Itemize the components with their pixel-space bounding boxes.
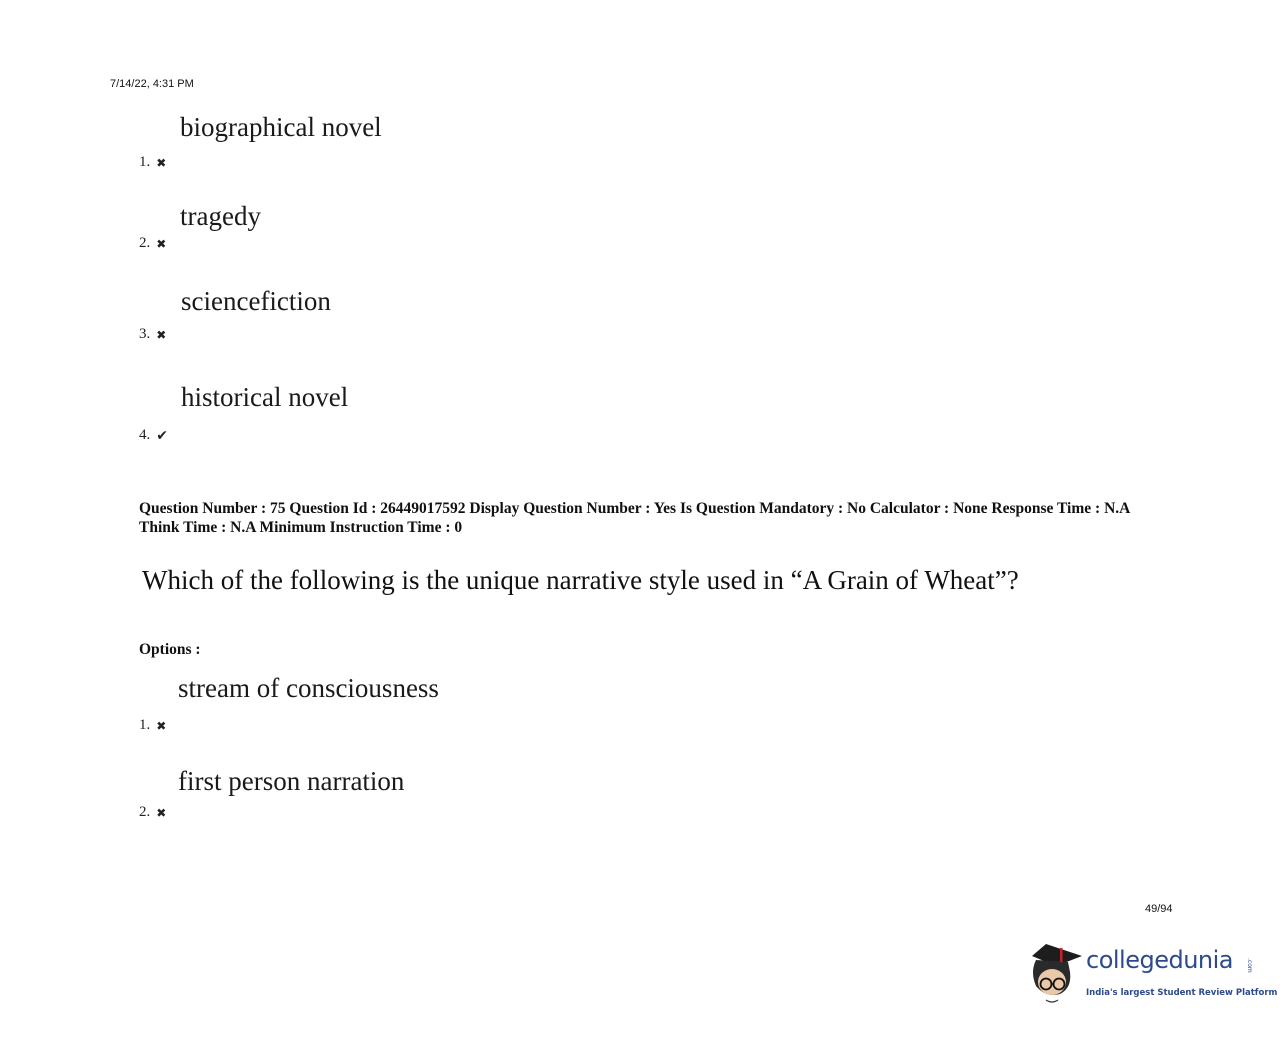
option-text: sciencefiction — [181, 286, 331, 316]
logo-wordmark: collegedunia — [1086, 946, 1234, 974]
option-marker — [139, 235, 166, 252]
option-text: historical novel — [181, 382, 349, 412]
option-number: 3. — [139, 326, 151, 342]
check-icon: ✔ — [156, 427, 168, 444]
option-number: 1. — [139, 154, 151, 170]
options-label: Options : — [139, 641, 201, 658]
option-text: biographical novel — [180, 112, 382, 142]
mascot-icon — [1022, 938, 1086, 1008]
page-number: 49/94 — [1145, 903, 1173, 915]
option-text: stream of consciousness — [178, 673, 439, 703]
cross-icon: ✖ — [156, 236, 167, 251]
option-marker — [139, 427, 168, 444]
cross-icon: ✖ — [156, 327, 167, 342]
option-number: 4. — [139, 427, 151, 443]
option-marker — [139, 717, 166, 734]
logo-tagline: India's largest Student Review Platform — [1086, 988, 1278, 998]
logo-suffix: .com — [1246, 958, 1253, 973]
question-metadata: Question Number : 75 Question Id : 26449017592 Display Question Number : Yes Is Question Mandatory : No Calculator : None Response Time : N.A Think Time : N.A Minimum Instruction Time : 0 — [139, 500, 1130, 536]
question-text: Which of the following is the unique narrative style used in “A Grain of Wheat”? — [142, 565, 1019, 595]
cross-icon: ✖ — [156, 718, 167, 733]
print-timestamp: 7/14/22, 4:31 PM — [110, 78, 194, 90]
option-text: first person narration — [178, 766, 405, 796]
cross-icon: ✖ — [156, 155, 167, 170]
cross-icon: ✖ — [156, 805, 167, 820]
option-marker — [139, 154, 166, 171]
option-number: 1. — [139, 717, 151, 733]
option-text: tragedy — [180, 201, 261, 231]
option-marker — [139, 326, 166, 343]
collegedunia-logo — [1022, 938, 1278, 1008]
option-number: 2. — [139, 804, 151, 820]
option-number: 2. — [139, 235, 151, 251]
option-marker — [139, 804, 166, 821]
